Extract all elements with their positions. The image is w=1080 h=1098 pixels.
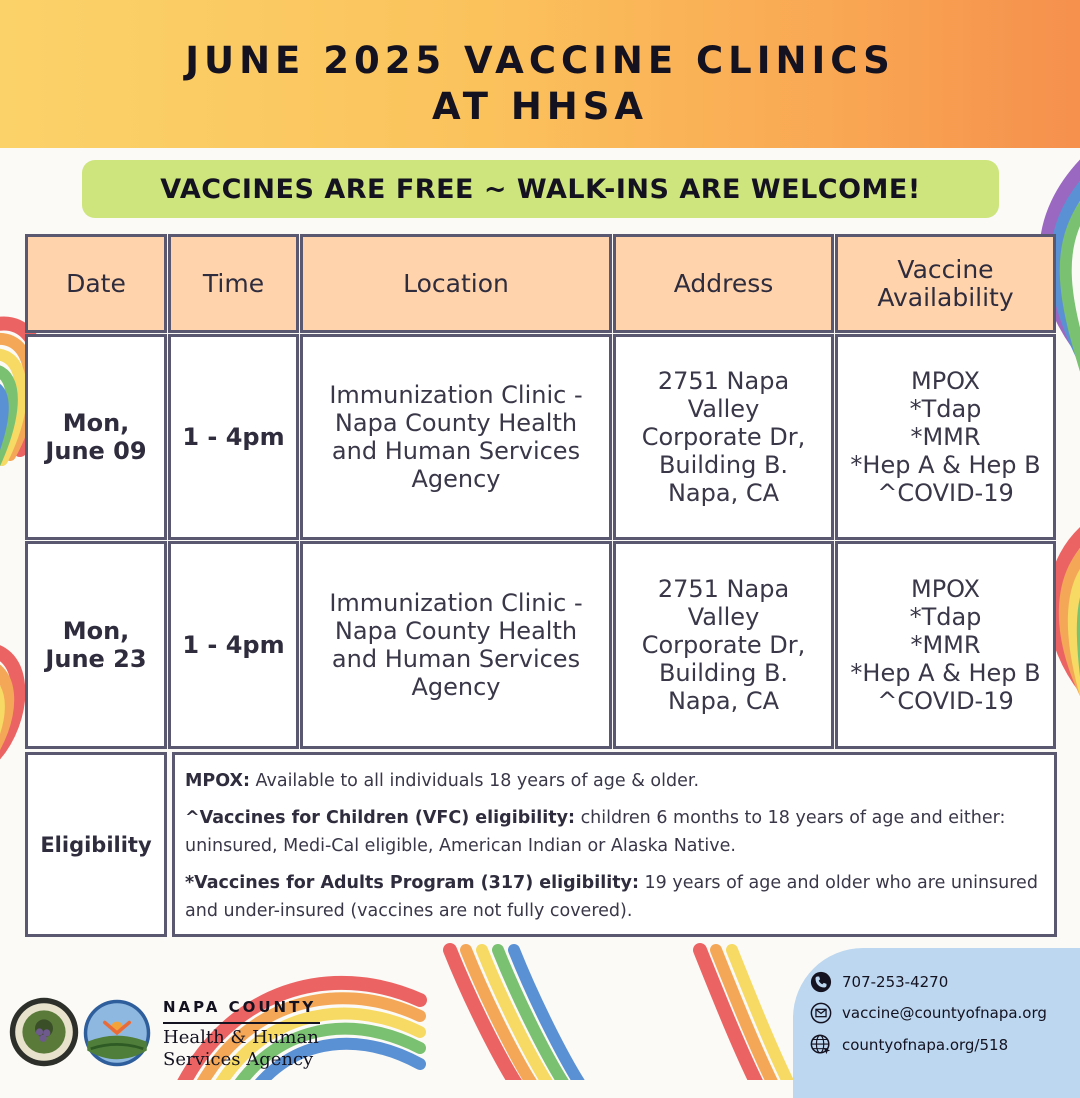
eligibility-item-mpox-title: MPOX: <box>185 771 250 791</box>
row-2-address <box>613 541 834 749</box>
email-icon <box>810 1002 832 1024</box>
row-2-vaccines: MPOX *Tdap *MMR *Hep A & Hep B ^COVID-19 <box>835 541 1056 749</box>
row-1-address <box>613 334 834 540</box>
org-subtitle-line-2: Services Agency <box>163 1049 314 1070</box>
contact-website-text: countyofnapa.org/518 <box>842 1036 1009 1054</box>
row-2-location <box>300 541 612 749</box>
eligibility-item-mpox <box>185 767 1044 795</box>
row-2-address-text: 2751 Napa Valley Corporate Dr, Building B. Napa, CA <box>641 575 806 715</box>
free-walkins-banner: VACCINES ARE FREE ~ WALK-INS ARE WELCOME! <box>82 160 999 218</box>
org-name: NAPA COUNTY <box>163 998 317 1016</box>
org-subtitle <box>163 1027 319 1071</box>
eligibility-item-mpox-text: Available to all individuals 18 years of age & older. <box>249 771 700 791</box>
napa-county-seal-logo <box>8 996 80 1068</box>
hhsa-logo <box>82 998 152 1068</box>
eligibility-item-vfc-title: ^Vaccines for Children (VFC) eligibility: <box>185 808 575 828</box>
page-title-line-1: JUNE 2025 VACCINE CLINICS <box>185 39 895 82</box>
header-location: Location <box>300 234 612 333</box>
eligibility-item-317-title: *Vaccines for Adults Program (317) eligibility: <box>185 873 639 893</box>
header-address: Address <box>613 234 834 333</box>
contact-phone[interactable] <box>810 970 948 994</box>
org-subtitle-line-1: Health & Human <box>163 1027 319 1048</box>
row-1-vaccines: MPOX *Tdap *MMR *Hep A & Hep B ^COVID-19 <box>835 334 1056 540</box>
globe-icon <box>810 1034 832 1056</box>
row-1-time: 1 - 4pm <box>168 334 299 540</box>
org-divider <box>163 1022 320 1024</box>
header-date: Date <box>25 234 167 333</box>
row-1-date: Mon, June 09 <box>25 334 167 540</box>
eligibility-item-vfc <box>185 804 1044 860</box>
row-2-date: Mon, June 23 <box>25 541 167 749</box>
row-2-time: 1 - 4pm <box>168 541 299 749</box>
header-vaccine-availability-label: Vaccine Availability <box>877 254 1014 312</box>
eligibility-label: Eligibility <box>25 752 167 937</box>
phone-icon <box>810 971 832 993</box>
row-2-location-text: Immunization Clinic - Napa County Health and Human Services Agency <box>329 589 583 701</box>
eligibility-details <box>172 752 1057 937</box>
header-vaccine-availability <box>835 234 1056 333</box>
eligibility-item-317-text: 19 years of age and older who are uninsured and under-insured (vaccines are not fully covered). <box>185 873 1038 921</box>
row-1-address-text: 2751 Napa Valley Corporate Dr, Building B. Napa, CA <box>641 367 806 507</box>
contact-email-text: vaccine@countyofnapa.org <box>842 1004 1047 1022</box>
eligibility-item-vfc-text: children 6 months to 18 years of age and either: uninsured, Medi-Cal eligible, American Indian or Alaska Native. <box>185 808 1006 856</box>
row-1-location-text: Immunization Clinic - Napa County Health and Human Services Agency <box>329 381 583 493</box>
contact-phone-text: 707-253-4270 <box>842 973 949 991</box>
header-time: Time <box>168 234 299 333</box>
contact-email[interactable] <box>810 1001 1047 1025</box>
eligibility-item-317 <box>185 869 1044 925</box>
row-1-location <box>300 334 612 540</box>
page-title-line-2: AT HHSA <box>431 85 649 128</box>
page-title <box>0 38 1080 130</box>
contact-website[interactable] <box>810 1033 1008 1057</box>
